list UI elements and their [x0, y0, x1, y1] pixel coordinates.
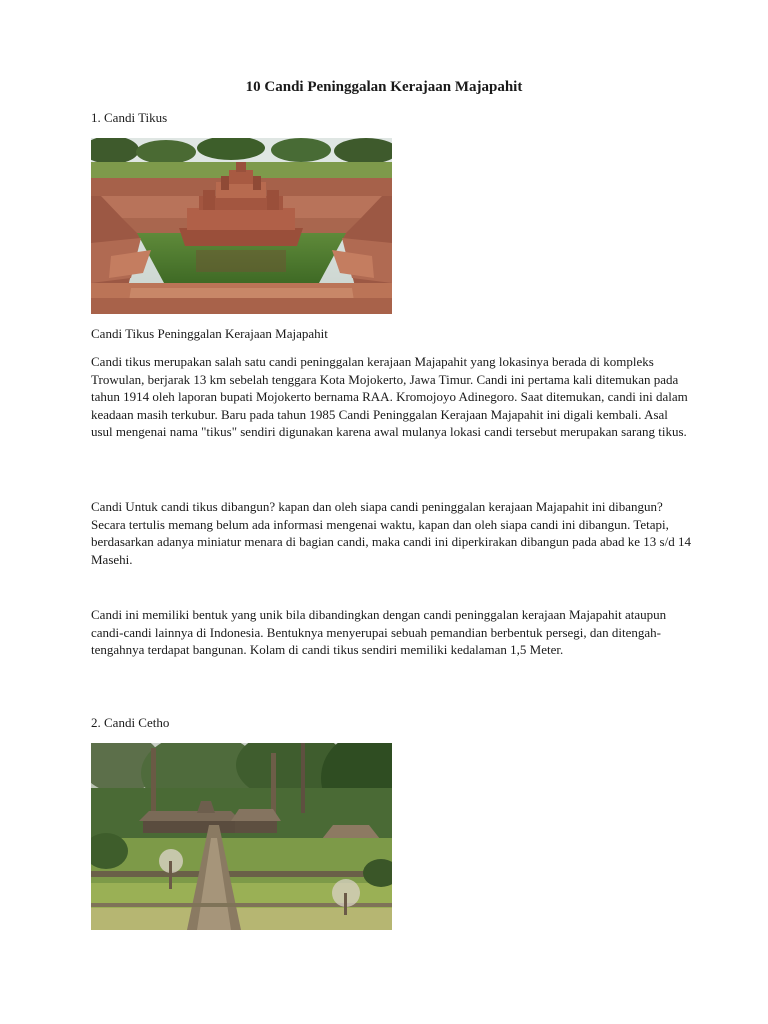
candi-tikus-photo: [91, 138, 392, 314]
paragraph-1: Candi tikus merupakan salah satu candi peninggalan kerajaan Majapahit yang lokasinya berada di kompleks Trowulan, berjarak 13 km sebelah tenggara Kota Mojokerto, Jawa Timur. Candi ini pertama kali ditemukan pada tahun 1914 oleh laporan bupati Mojokerto bernama RAA. Kromojoyo Adinegoro. Saat ditemukan, candi ini dalam keadaan masih terkubur. Baru pada tahun 1985 Candi Peninggalan Kerajaan Majapahit ini digali kembali. Asal usul mengenai nama "tikus" sendiri digunakan karena awal mulanya lokasi candi tersebut merupakan sarang tikus.: [91, 354, 688, 439]
paragraph-2: Candi Untuk candi tikus dibangun? kapan dan oleh siapa candi peninggalan kerajaan Majapahit ini dibangun? Secara tertulis memang belum ada informasi mengenai waktu, kapan dan oleh siapa candi ini dibangun. Tetapi, berdasarkan adanya miniatur menara di bagian candi, maka candi ini diperkirakan dibangun pada abad ke 13 s/d 14 Masehi.: [91, 499, 691, 567]
section-heading-candi-tikus: 1. Candi Tikus: [91, 110, 168, 125]
document-title: 10 Candi Peninggalan Kerajaan Majapahit: [245, 79, 523, 95]
section-heading-candi-cetho: 2. Candi Cetho: [91, 715, 170, 730]
candi-tikus-caption: Candi Tikus Peninggalan Kerajaan Majapahit: [91, 326, 328, 341]
paragraph-3: Candi ini memiliki bentuk yang unik bila dibandingkan dengan candi peninggalan kerajaan Majapahit ataupun candi-candi lainnya di Indonesia. Bentuknya menyerupai sebuah pemandian berbentuk persegi, dan ditengah-tengahnya terdapat bangunan. Kolam di candi tikus sendiri memiliki kedalaman 1,5 Meter.: [91, 607, 667, 657]
candi-cetho-photo: [91, 743, 392, 930]
